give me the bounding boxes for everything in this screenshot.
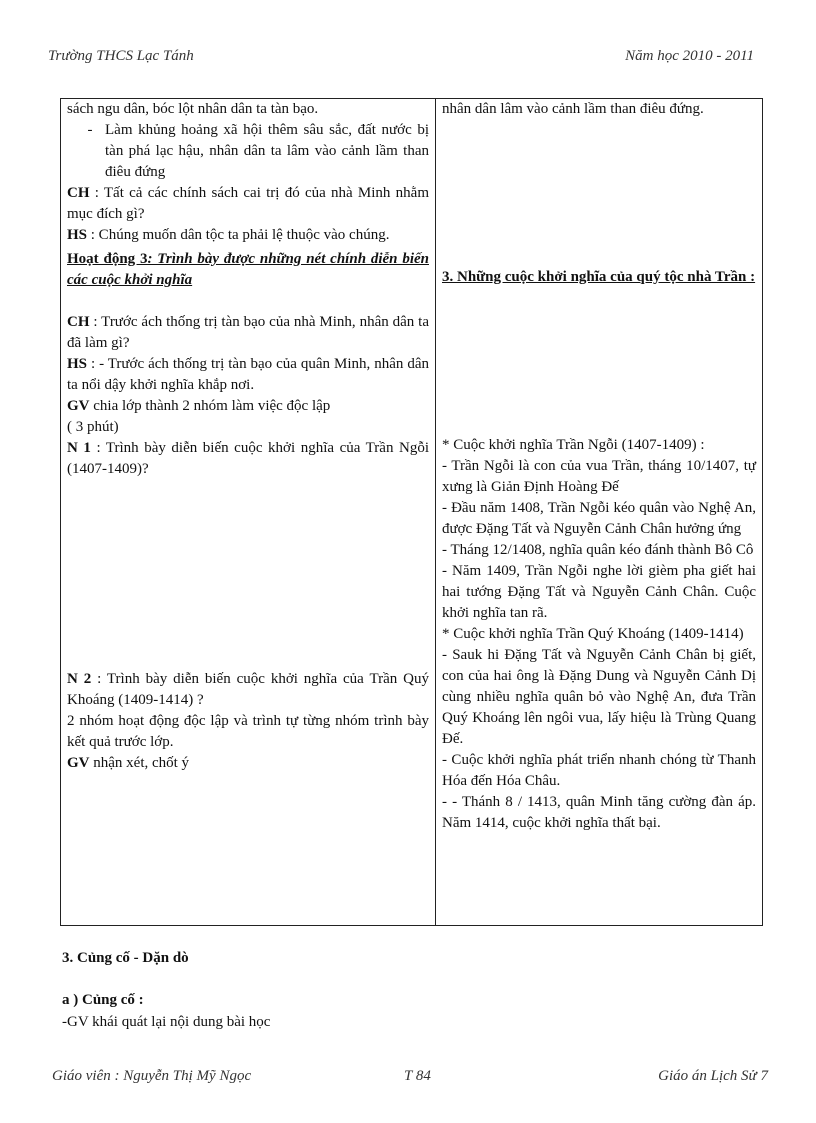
ch2-text: : Trước ách thống trị tàn bạo của nhà Minh, nhân dân ta đã làm gì? [67, 314, 429, 351]
header-year: Năm học 2010 - 2011 [625, 48, 754, 64]
left-bullet-text: Làm khủng hoảng xã hội thêm sâu sắc, đất nước bị tàn phá lạc hậu, nhân dân ta lâm vào cảnh lầm than điêu đứng [105, 122, 429, 180]
footer-subject: Giáo án Lịch Sử 7 [658, 1068, 768, 1084]
lesson-table [60, 98, 763, 926]
hd3 [67, 249, 429, 291]
left-p1: sách ngu dân, bóc lột nhân dân ta tàn bạo. [67, 101, 319, 117]
n2-text: : Trình bày diễn biến cuộc khởi nghĩa của Trần Quý Khoáng (1409-1414) ? [67, 671, 429, 708]
tqk1: - Sauk hi Đặng Tất và Nguyễn Cảnh Chân bị giết, con của hai ông là Đặng Dung và Nguyễn Cảnh Dị cùng nhiều nghĩa quân bỏ vào Nghệ An, đưa Trần Quý Khoáng lên ngôi vua, lấy hiệu là Trùng Quang Đế. [442, 647, 756, 747]
right-heading: 3. Những cuộc khởi nghĩa của quý tộc nhà Trần : [442, 269, 756, 285]
gv1 [67, 396, 429, 417]
right-p1: nhân dân lâm vào cảnh lầm than điêu đứng. [442, 101, 704, 117]
n2 [67, 669, 429, 711]
gv2 [67, 753, 429, 774]
ch1-label: CH [67, 185, 90, 201]
n1-label: N 1 [67, 440, 91, 456]
bullet-dash: - [87, 122, 93, 138]
ch1-text: : Tất cả các chính sách cai trị đó của nhà Minh nhằm mục đích gì? [67, 185, 429, 222]
ch2-label: CH [67, 314, 90, 330]
n1 [67, 438, 429, 480]
gv2-label: GV [67, 755, 90, 771]
tn-title: * Cuộc khởi nghĩa Trần Ngỗi (1407-1409) : [442, 437, 705, 453]
hs2-text: : - Trước ách thống trị tàn bạo của quân Minh, nhân dân ta nổi dậy khởi nghĩa khắp nơi. [67, 356, 429, 393]
gv1-text: chia lớp thành 2 nhóm làm việc độc lập [89, 398, 331, 414]
tn4: - Năm 1409, Trần Ngỗi nghe lời gièm pha giết hai hai tướng Đặng Tất và Nguyễn Cảnh Chân. Cuộc khởi nghĩa tan rã. [442, 563, 756, 621]
hs2 [67, 354, 429, 396]
hs2-label: HS [67, 356, 88, 372]
n2-label: N 2 [67, 671, 92, 687]
footer-page-number: T 84 [404, 1068, 431, 1084]
tqk3: - - Thánh 8 / 1413, quân Minh tăng cường đàn áp. Năm 1414, cuộc khởi nghĩa thất bại. [442, 794, 756, 831]
hd3-text: : Trình bày được những nét chính diễn biến các cuộc khởi nghĩa [67, 251, 429, 288]
tqk2: - Cuộc khởi nghĩa phát triển nhanh chóng từ Thanh Hóa đến Hóa Châu. [442, 752, 756, 789]
ch1 [67, 183, 429, 225]
time: ( 3 phút) [67, 419, 119, 435]
hs1 [67, 225, 429, 246]
column-divider [435, 99, 436, 925]
left-bullet [67, 120, 429, 183]
hs1-text: : Chúng muốn dân tộc ta phải lệ thuộc vào chúng. [87, 227, 390, 243]
summary-line: -GV khái quát lại nội dung bài học [62, 1014, 271, 1030]
gv1-label: GV [67, 398, 90, 414]
tn3: - Tháng 12/1408, nghĩa quân kéo đánh thành Bô Cô [442, 542, 754, 558]
gv2-text: nhận xét, chốt ý [89, 755, 190, 771]
hs1-label: HS [67, 227, 88, 243]
subsection-heading: a ) Củng cố : [62, 992, 144, 1008]
tqk-title: * Cuộc khởi nghĩa Trần Quý Khoáng (1409-1414) [442, 626, 744, 642]
groups: 2 nhóm hoạt động độc lập và trình tự từng nhóm trình bày kết quả trước lớp. [67, 713, 429, 750]
right-column [442, 99, 756, 834]
tn1: - Trần Ngỗi là con của vua Trần, tháng 10/1407, tự xưng là Giản Định Hoàng Đế [442, 458, 756, 495]
ch2 [67, 312, 429, 354]
n1-text: : Trình bày diễn biến cuộc khởi nghĩa của Trần Ngỗi (1407-1409)? [67, 440, 429, 477]
hd3-label: Hoạt động 3 [67, 251, 148, 267]
tn2: - Đầu năm 1408, Trần Ngỗi kéo quân vào Nghệ An, được Đặng Tất và Nguyễn Cảnh Chân hưởng ứng [442, 500, 756, 537]
section-heading: 3. Củng cố - Dặn dò [62, 950, 189, 966]
left-column [67, 99, 429, 774]
footer-teacher: Giáo viên : Nguyễn Thị Mỹ Ngọc [52, 1068, 252, 1084]
header-school: Trường THCS Lạc Tánh [48, 48, 194, 64]
